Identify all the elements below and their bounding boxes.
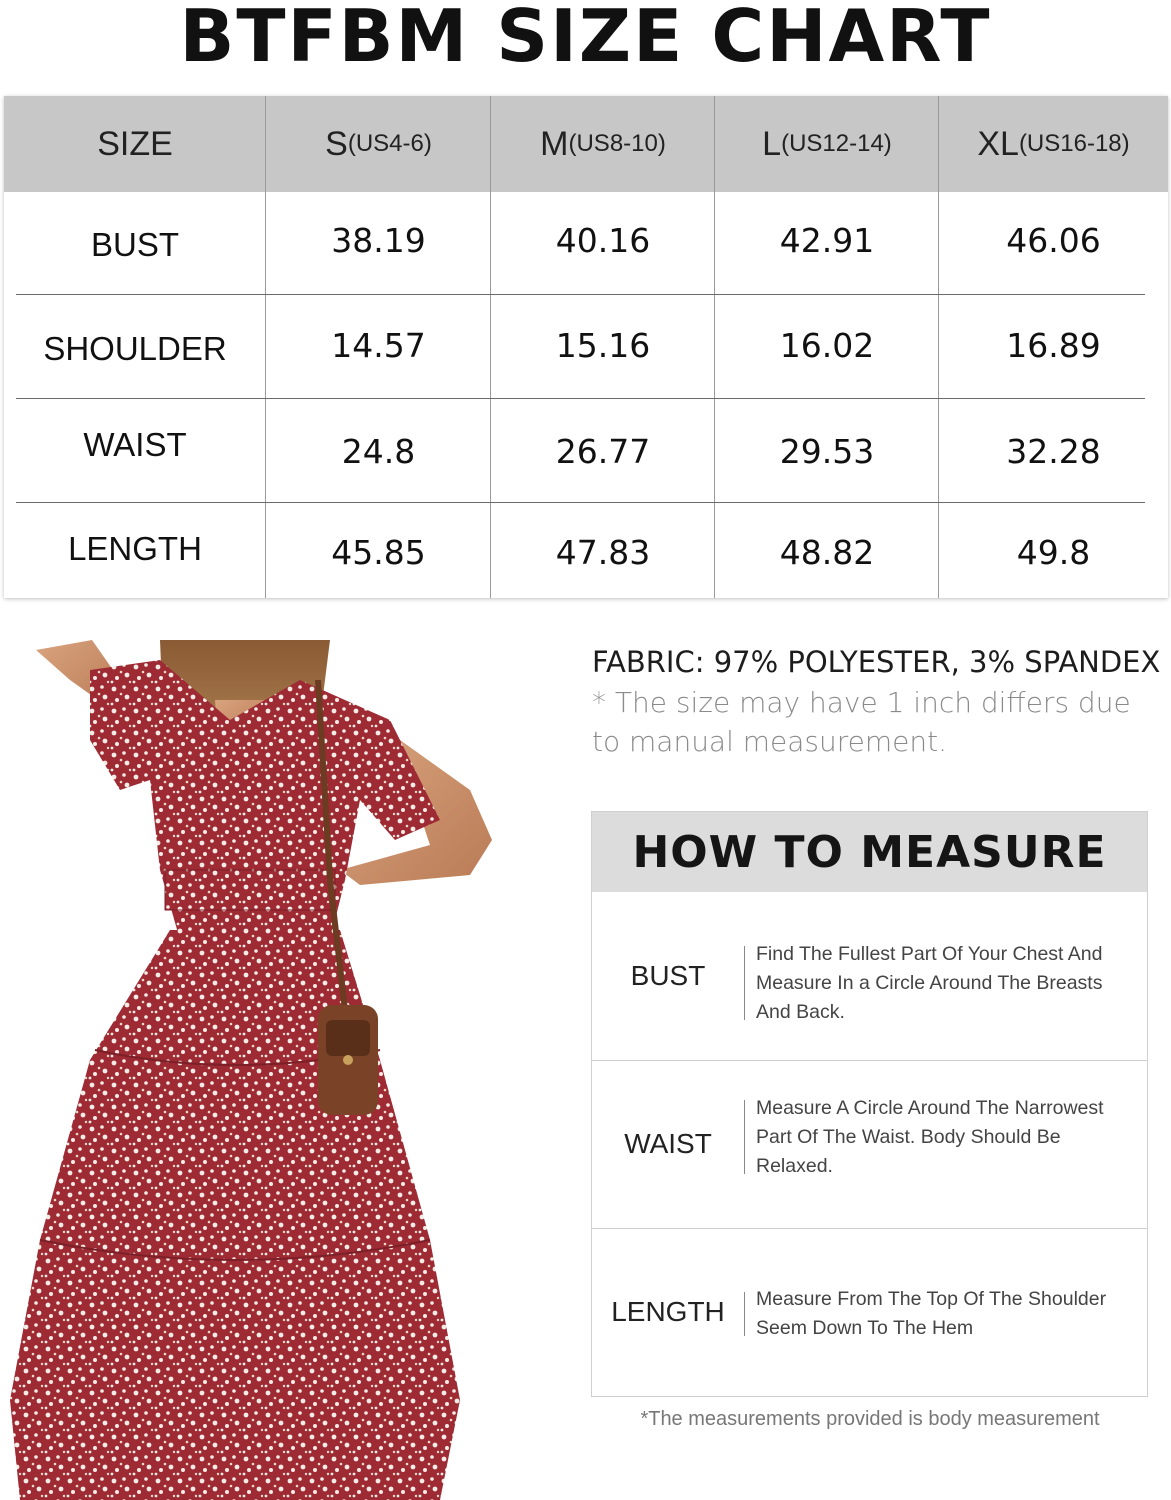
value-shoulder-s: 14.57	[331, 325, 426, 365]
header-size-l	[715, 96, 939, 192]
measurement-footnote: *The measurements provided is body measurement	[640, 1408, 1100, 1430]
measure-separator	[744, 946, 745, 1020]
value-waist-xl: 32.28	[1006, 431, 1101, 471]
header-size-label	[4, 96, 266, 192]
value-waist-m: 26.77	[555, 431, 651, 471]
size-us: (US4-6)	[347, 130, 432, 157]
measure-desc-bust: Find The Fullest Part Of Your Chest And Measure In a Circle Around The Breasts And Back.	[756, 943, 1103, 1023]
value-shoulder-xl: 16.89	[1006, 325, 1101, 365]
value-waist-s: 24.8	[341, 431, 416, 471]
value-shoulder-l: 16.02	[779, 325, 875, 365]
value-bust-m: 40.16	[555, 220, 651, 260]
size-us: (US12-14)	[781, 130, 892, 157]
value-length-l: 48.82	[779, 532, 875, 572]
header-size-label-text: SIZE	[97, 124, 173, 163]
value-length-xl: 49.8	[1016, 532, 1091, 572]
measure-label-length: LENGTH	[611, 1296, 725, 1327]
measure-separator	[744, 1100, 745, 1174]
header-size-xl	[939, 96, 1168, 192]
how-to-measure-title: HOW TO MEASURE	[592, 812, 1147, 892]
value-shoulder-m: 15.16	[555, 325, 651, 365]
value-length-m: 47.83	[555, 532, 651, 572]
size-note: * The size may have 1 inch differs due to manual measurement.	[592, 686, 1131, 758]
size-us: (US16-18)	[1018, 130, 1130, 157]
header-size-m	[491, 96, 715, 192]
size-table	[4, 96, 1168, 598]
fabric-info: FABRIC: 97% POLYESTER, 3% SPANDEX	[592, 645, 1161, 679]
measure-label-waist: WAIST	[624, 1128, 712, 1159]
row-label-bust: BUST	[90, 226, 179, 263]
measure-desc-waist: Measure A Circle Around The Narrowest Part Of The Waist. Body Should Be Relaxed.	[756, 1097, 1104, 1177]
header-size-s	[266, 96, 491, 192]
chart-title: BTFBM SIZE CHART	[179, 0, 992, 78]
value-bust-s: 38.19	[331, 220, 426, 260]
row-divider	[16, 294, 1145, 295]
measure-desc-length: Measure From The Top Of The Shoulder Seem Down To The Hem	[756, 1288, 1107, 1339]
measure-separator	[744, 1292, 745, 1336]
value-waist-l: 29.53	[779, 431, 875, 471]
value-bust-xl: 46.06	[1006, 220, 1101, 260]
row-label-shoulder: SHOULDER	[43, 330, 227, 367]
how-to-measure-panel	[591, 811, 1148, 1397]
value-length-s: 45.85	[331, 532, 426, 572]
size-letter: S	[325, 124, 348, 163]
size-letter: M	[540, 124, 569, 163]
row-label-length: LENGTH	[68, 530, 202, 567]
measure-label-bust: BUST	[630, 960, 706, 991]
size-letter: L	[762, 124, 782, 163]
row-label-waist: WAIST	[83, 426, 187, 463]
value-bust-l: 42.91	[779, 220, 875, 260]
size-us: (US8-10)	[568, 130, 666, 157]
product-photo	[0, 640, 530, 1500]
size-letter: XL	[977, 124, 1019, 163]
